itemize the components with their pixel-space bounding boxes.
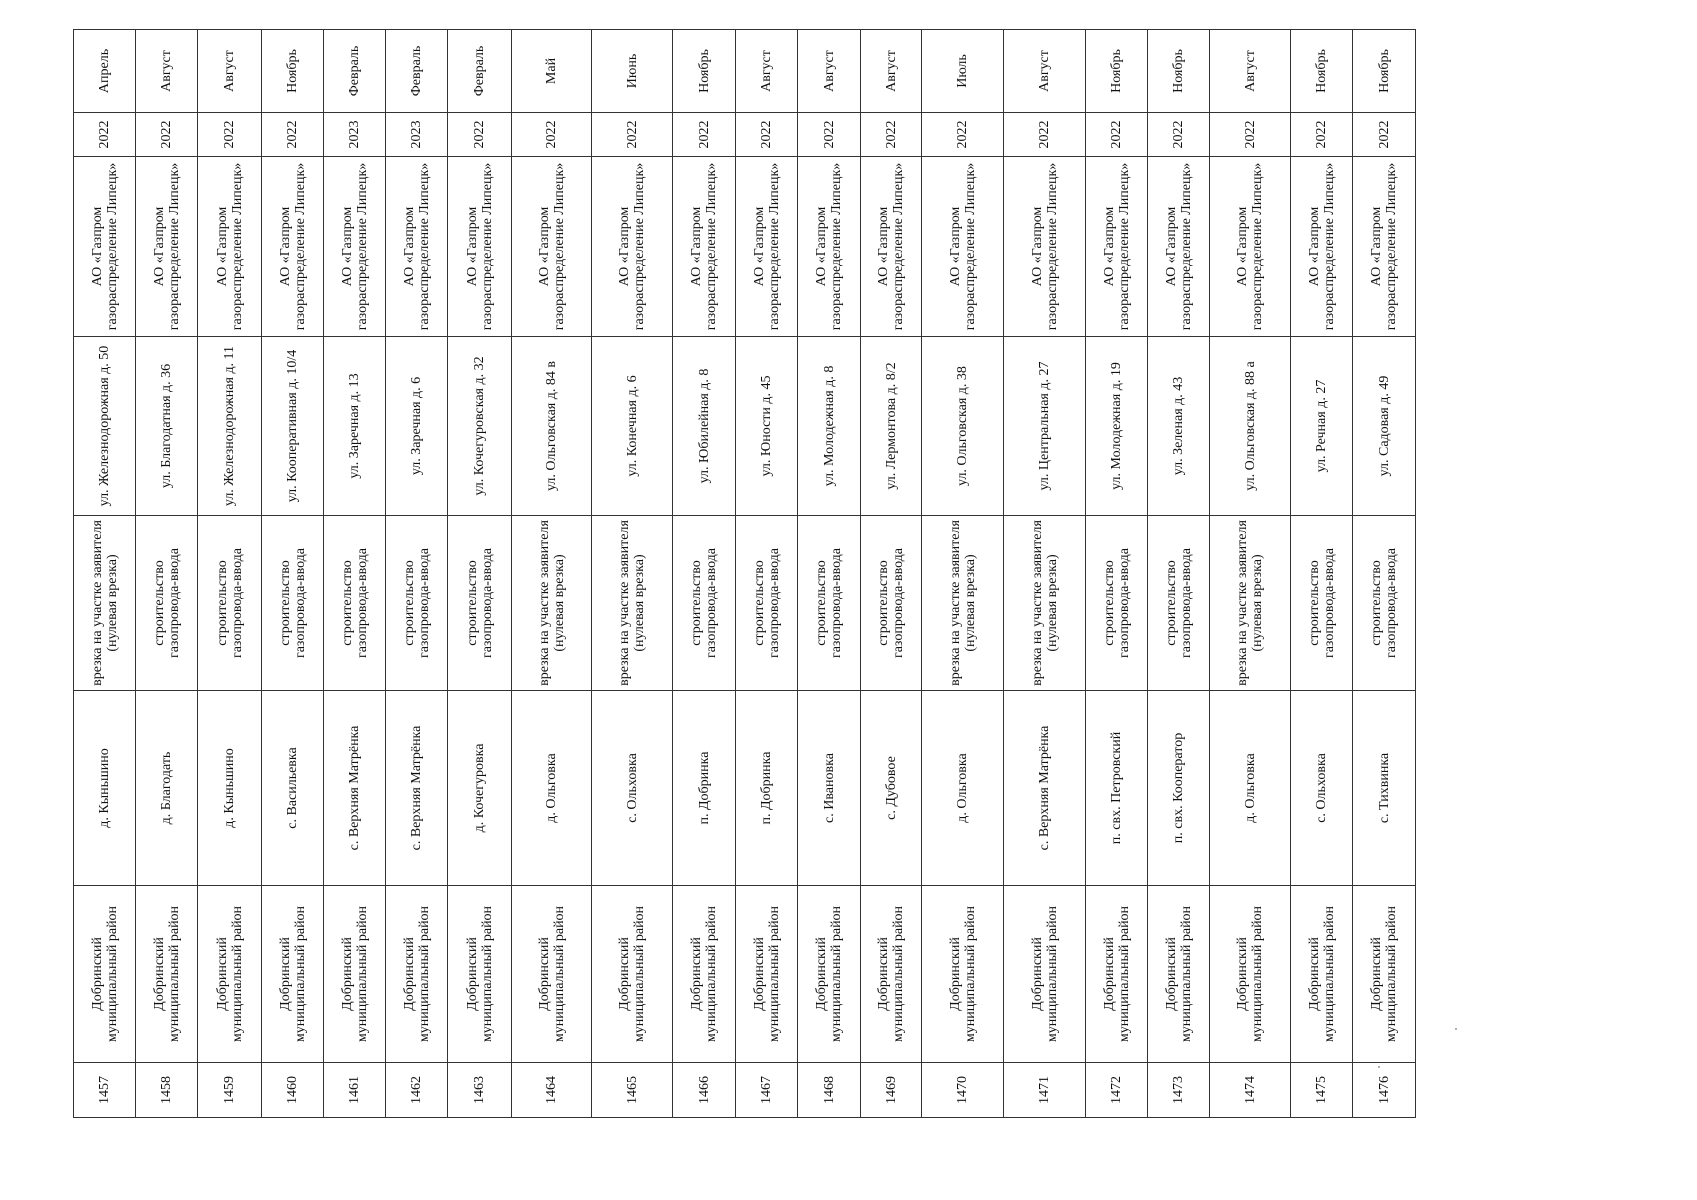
- settlement-cell: д. Ольговка: [512, 691, 592, 886]
- address-cell: ул. Ольговская д. 38: [922, 337, 1004, 516]
- organization-cell: АО «Газпром газораспределение Липецк»: [1148, 157, 1210, 337]
- work-type-cell: строительство газопровода-ввода: [198, 516, 262, 691]
- table-row: [74, 30, 136, 1118]
- table-row: [922, 30, 1004, 1118]
- settlement-cell: с. Верхняя Матрёнка: [1004, 691, 1086, 886]
- table-row: [198, 30, 262, 1118]
- table-row: [512, 30, 592, 1118]
- work-type-cell: строительство газопровода-ввода: [1148, 516, 1210, 691]
- settlement-cell: п. свх. Кооператор: [1148, 691, 1210, 886]
- organization-cell: АО «Газпром газораспределение Липецк»: [673, 157, 736, 337]
- work-type-cell: врезка на участке заявителя (нулевая врезка): [592, 516, 673, 691]
- table-row: [798, 30, 861, 1118]
- year-cell: 2023: [386, 113, 448, 157]
- settlement-cell: д. Кыньшино: [74, 691, 136, 886]
- settlement-cell: п. свх. Петровский: [1086, 691, 1148, 886]
- work-type-cell: строительство газопровода-ввода: [136, 516, 198, 691]
- work-type-cell: строительство газопровода-ввода: [448, 516, 512, 691]
- year-cell: 2022: [1086, 113, 1148, 157]
- row-number: 1466: [673, 1063, 736, 1118]
- month-cell: Ноябрь: [1148, 30, 1210, 113]
- table-row: [136, 30, 198, 1118]
- organization-cell: АО «Газпром газораспределение Липецк»: [262, 157, 324, 337]
- address-cell: ул. Речная д. 27: [1291, 337, 1353, 516]
- month-cell: Ноябрь: [673, 30, 736, 113]
- organization-cell: АО «Газпром газораспределение Липецк»: [736, 157, 798, 337]
- district-cell: Добринский муниципальный район: [1086, 886, 1148, 1063]
- settlement-cell: с. Ольховка: [592, 691, 673, 886]
- settlement-cell: с. Ивановка: [798, 691, 861, 886]
- address-cell: ул. Железнодорожная д. 11: [198, 337, 262, 516]
- row-number: 1476: [1353, 1063, 1416, 1118]
- address-cell: ул. Зеленая д. 43: [1148, 337, 1210, 516]
- year-cell: 2022: [1353, 113, 1416, 157]
- work-type-cell: строительство газопровода-ввода: [386, 516, 448, 691]
- address-cell: ул. Молодежная д. 19: [1086, 337, 1148, 516]
- table-row: [1086, 30, 1148, 1118]
- address-cell: ул. Заречная д. 13: [324, 337, 386, 516]
- district-cell: Добринский муниципальный район: [136, 886, 198, 1063]
- month-cell: Ноябрь: [1353, 30, 1416, 113]
- work-type-cell: строительство газопровода-ввода: [1086, 516, 1148, 691]
- organization-cell: АО «Газпром газораспределение Липецк»: [136, 157, 198, 337]
- organization-cell: АО «Газпром газораспределение Липецк»: [512, 157, 592, 337]
- row-number: 1463: [448, 1063, 512, 1118]
- row-number: 1470: [922, 1063, 1004, 1118]
- address-cell: ул. Садовая д. 49: [1353, 337, 1416, 516]
- settlement-cell: п. Добринка: [673, 691, 736, 886]
- table-row: [1148, 30, 1210, 1118]
- organization-cell: АО «Газпром газораспределение Липецк»: [448, 157, 512, 337]
- year-cell: 2022: [1004, 113, 1086, 157]
- district-cell: Добринский муниципальный район: [922, 886, 1004, 1063]
- table-row: [861, 30, 922, 1118]
- year-cell: 2022: [1148, 113, 1210, 157]
- row-number: 1473: [1148, 1063, 1210, 1118]
- row-number: 1469: [861, 1063, 922, 1118]
- year-cell: 2022: [1291, 113, 1353, 157]
- row-number: 1472: [1086, 1063, 1148, 1118]
- settlement-cell: с. Верхняя Матрёнка: [324, 691, 386, 886]
- row-number: 1464: [512, 1063, 592, 1118]
- rotated-table-wrapper: [73, 29, 1416, 1118]
- organization-cell: АО «Газпром газораспределение Липецк»: [1086, 157, 1148, 337]
- table-row: [1004, 30, 1086, 1118]
- organization-cell: АО «Газпром газораспределение Липецк»: [198, 157, 262, 337]
- address-cell: ул. Кочегуровская д. 32: [448, 337, 512, 516]
- work-type-cell: строительство газопровода-ввода: [861, 516, 922, 691]
- settlement-cell: с. Дубовое: [861, 691, 922, 886]
- organization-cell: АО «Газпром газораспределение Липецк»: [922, 157, 1004, 337]
- month-cell: Август: [1004, 30, 1086, 113]
- work-type-cell: врезка на участке заявителя (нулевая врезка): [1210, 516, 1291, 691]
- district-cell: Добринский муниципальный район: [448, 886, 512, 1063]
- work-type-cell: врезка на участке заявителя (нулевая врезка): [74, 516, 136, 691]
- month-cell: Июль: [922, 30, 1004, 113]
- work-type-cell: строительство газопровода-ввода: [736, 516, 798, 691]
- work-type-cell: строительство газопровода-ввода: [798, 516, 861, 691]
- table-row: [386, 30, 448, 1118]
- row-number: 1465: [592, 1063, 673, 1118]
- table-row: [673, 30, 736, 1118]
- table-row: [736, 30, 798, 1118]
- row-number: 1467: [736, 1063, 798, 1118]
- address-cell: ул. Конечная д. 6: [592, 337, 673, 516]
- month-cell: Август: [198, 30, 262, 113]
- address-cell: ул. Центральная д. 27: [1004, 337, 1086, 516]
- district-cell: Добринский муниципальный район: [1210, 886, 1291, 1063]
- month-cell: Апрель: [74, 30, 136, 113]
- organization-cell: АО «Газпром газораспределение Липецк»: [1353, 157, 1416, 337]
- table-row: [1210, 30, 1291, 1118]
- address-cell: ул. Юбилейная д. 8: [673, 337, 736, 516]
- row-number: 1457: [74, 1063, 136, 1118]
- row-number: 1475: [1291, 1063, 1353, 1118]
- district-cell: Добринский муниципальный район: [1353, 886, 1416, 1063]
- work-type-cell: врезка на участке заявителя (нулевая врезка): [922, 516, 1004, 691]
- district-cell: Добринский муниципальный район: [198, 886, 262, 1063]
- table-row: [262, 30, 324, 1118]
- address-cell: ул. Кооперативная д. 10/4: [262, 337, 324, 516]
- district-cell: Добринский муниципальный район: [592, 886, 673, 1063]
- row-number: 1468: [798, 1063, 861, 1118]
- district-cell: Добринский муниципальный район: [386, 886, 448, 1063]
- year-cell: 2022: [861, 113, 922, 157]
- year-cell: 2022: [74, 113, 136, 157]
- row-number: 1460: [262, 1063, 324, 1118]
- row-number: 1471: [1004, 1063, 1086, 1118]
- row-number: 1462: [386, 1063, 448, 1118]
- district-cell: Добринский муниципальный район: [262, 886, 324, 1063]
- work-type-cell: строительство газопровода-ввода: [1291, 516, 1353, 691]
- year-cell: 2022: [262, 113, 324, 157]
- settlement-cell: д. Кыньшино: [198, 691, 262, 886]
- address-cell: ул. Ольговская д. 84 в: [512, 337, 592, 516]
- month-cell: Февраль: [448, 30, 512, 113]
- month-cell: Август: [861, 30, 922, 113]
- address-cell: ул. Железнодорожная д. 50: [74, 337, 136, 516]
- registry-table: [73, 29, 1416, 1118]
- district-cell: Добринский муниципальный район: [1291, 886, 1353, 1063]
- month-cell: Август: [798, 30, 861, 113]
- row-number: 1459: [198, 1063, 262, 1118]
- district-cell: Добринский муниципальный район: [673, 886, 736, 1063]
- settlement-cell: д. Кочегуровка: [448, 691, 512, 886]
- organization-cell: АО «Газпром газораспределение Липецк»: [592, 157, 673, 337]
- row-number: 1461: [324, 1063, 386, 1118]
- year-cell: 2022: [736, 113, 798, 157]
- address-cell: ул. Заречная д. 6: [386, 337, 448, 516]
- table-row: [324, 30, 386, 1118]
- year-cell: 2023: [324, 113, 386, 157]
- organization-cell: АО «Газпром газораспределение Липецк»: [861, 157, 922, 337]
- organization-cell: АО «Газпром газораспределение Липецк»: [74, 157, 136, 337]
- scan-speck: [1455, 1028, 1457, 1030]
- district-cell: Добринский муниципальный район: [798, 886, 861, 1063]
- year-cell: 2022: [136, 113, 198, 157]
- month-cell: Август: [1210, 30, 1291, 113]
- district-cell: Добринский муниципальный район: [1148, 886, 1210, 1063]
- year-cell: 2022: [512, 113, 592, 157]
- work-type-cell: строительство газопровода-ввода: [1353, 516, 1416, 691]
- year-cell: 2022: [592, 113, 673, 157]
- year-cell: 2022: [448, 113, 512, 157]
- table-row: [1353, 30, 1416, 1118]
- district-cell: Добринский муниципальный район: [861, 886, 922, 1063]
- organization-cell: АО «Газпром газораспределение Липецк»: [1210, 157, 1291, 337]
- table-row: [1291, 30, 1353, 1118]
- settlement-cell: д. Ольговка: [922, 691, 1004, 886]
- organization-cell: АО «Газпром газораспределение Липецк»: [1291, 157, 1353, 337]
- row-number: 1458: [136, 1063, 198, 1118]
- month-cell: Ноябрь: [262, 30, 324, 113]
- settlement-cell: п. Добринка: [736, 691, 798, 886]
- work-type-cell: врезка на участке заявителя (нулевая врезка): [512, 516, 592, 691]
- organization-cell: АО «Газпром газораспределение Липецк»: [1004, 157, 1086, 337]
- address-cell: ул. Благодатная д. 36: [136, 337, 198, 516]
- work-type-cell: врезка на участке заявителя (нулевая врезка): [1004, 516, 1086, 691]
- organization-cell: АО «Газпром газораспределение Липецк»: [798, 157, 861, 337]
- organization-cell: АО «Газпром газораспределение Липецк»: [324, 157, 386, 337]
- organization-cell: АО «Газпром газораспределение Липецк»: [386, 157, 448, 337]
- year-cell: 2022: [1210, 113, 1291, 157]
- month-cell: Июнь: [592, 30, 673, 113]
- year-cell: 2022: [673, 113, 736, 157]
- year-cell: 2022: [798, 113, 861, 157]
- row-number: 1474: [1210, 1063, 1291, 1118]
- month-cell: Ноябрь: [1291, 30, 1353, 113]
- work-type-cell: строительство газопровода-ввода: [262, 516, 324, 691]
- settlement-cell: д. Ольговка: [1210, 691, 1291, 886]
- settlement-cell: с. Ольховка: [1291, 691, 1353, 886]
- month-cell: Август: [136, 30, 198, 113]
- district-cell: Добринский муниципальный район: [512, 886, 592, 1063]
- month-cell: Февраль: [386, 30, 448, 113]
- settlement-cell: с. Васильевка: [262, 691, 324, 886]
- registry-table-body: [74, 30, 1416, 1118]
- work-type-cell: строительство газопровода-ввода: [324, 516, 386, 691]
- year-cell: 2022: [198, 113, 262, 157]
- year-cell: 2022: [922, 113, 1004, 157]
- settlement-cell: д. Благодать: [136, 691, 198, 886]
- work-type-cell: строительство газопровода-ввода: [673, 516, 736, 691]
- district-cell: Добринский муниципальный район: [1004, 886, 1086, 1063]
- settlement-cell: с. Тихвинка: [1353, 691, 1416, 886]
- month-cell: Ноябрь: [1086, 30, 1148, 113]
- address-cell: ул. Молодежная д. 8: [798, 337, 861, 516]
- table-row: [448, 30, 512, 1118]
- address-cell: ул. Лермонтова д. 8/2: [861, 337, 922, 516]
- district-cell: Добринский муниципальный район: [74, 886, 136, 1063]
- district-cell: Добринский муниципальный район: [736, 886, 798, 1063]
- month-cell: Февраль: [324, 30, 386, 113]
- month-cell: Май: [512, 30, 592, 113]
- address-cell: ул. Юности д. 45: [736, 337, 798, 516]
- district-cell: Добринский муниципальный район: [324, 886, 386, 1063]
- month-cell: Август: [736, 30, 798, 113]
- address-cell: ул. Ольговская д. 88 а: [1210, 337, 1291, 516]
- table-row: [592, 30, 673, 1118]
- settlement-cell: с. Верхняя Матрёнка: [386, 691, 448, 886]
- scan-speck: [1378, 1066, 1380, 1068]
